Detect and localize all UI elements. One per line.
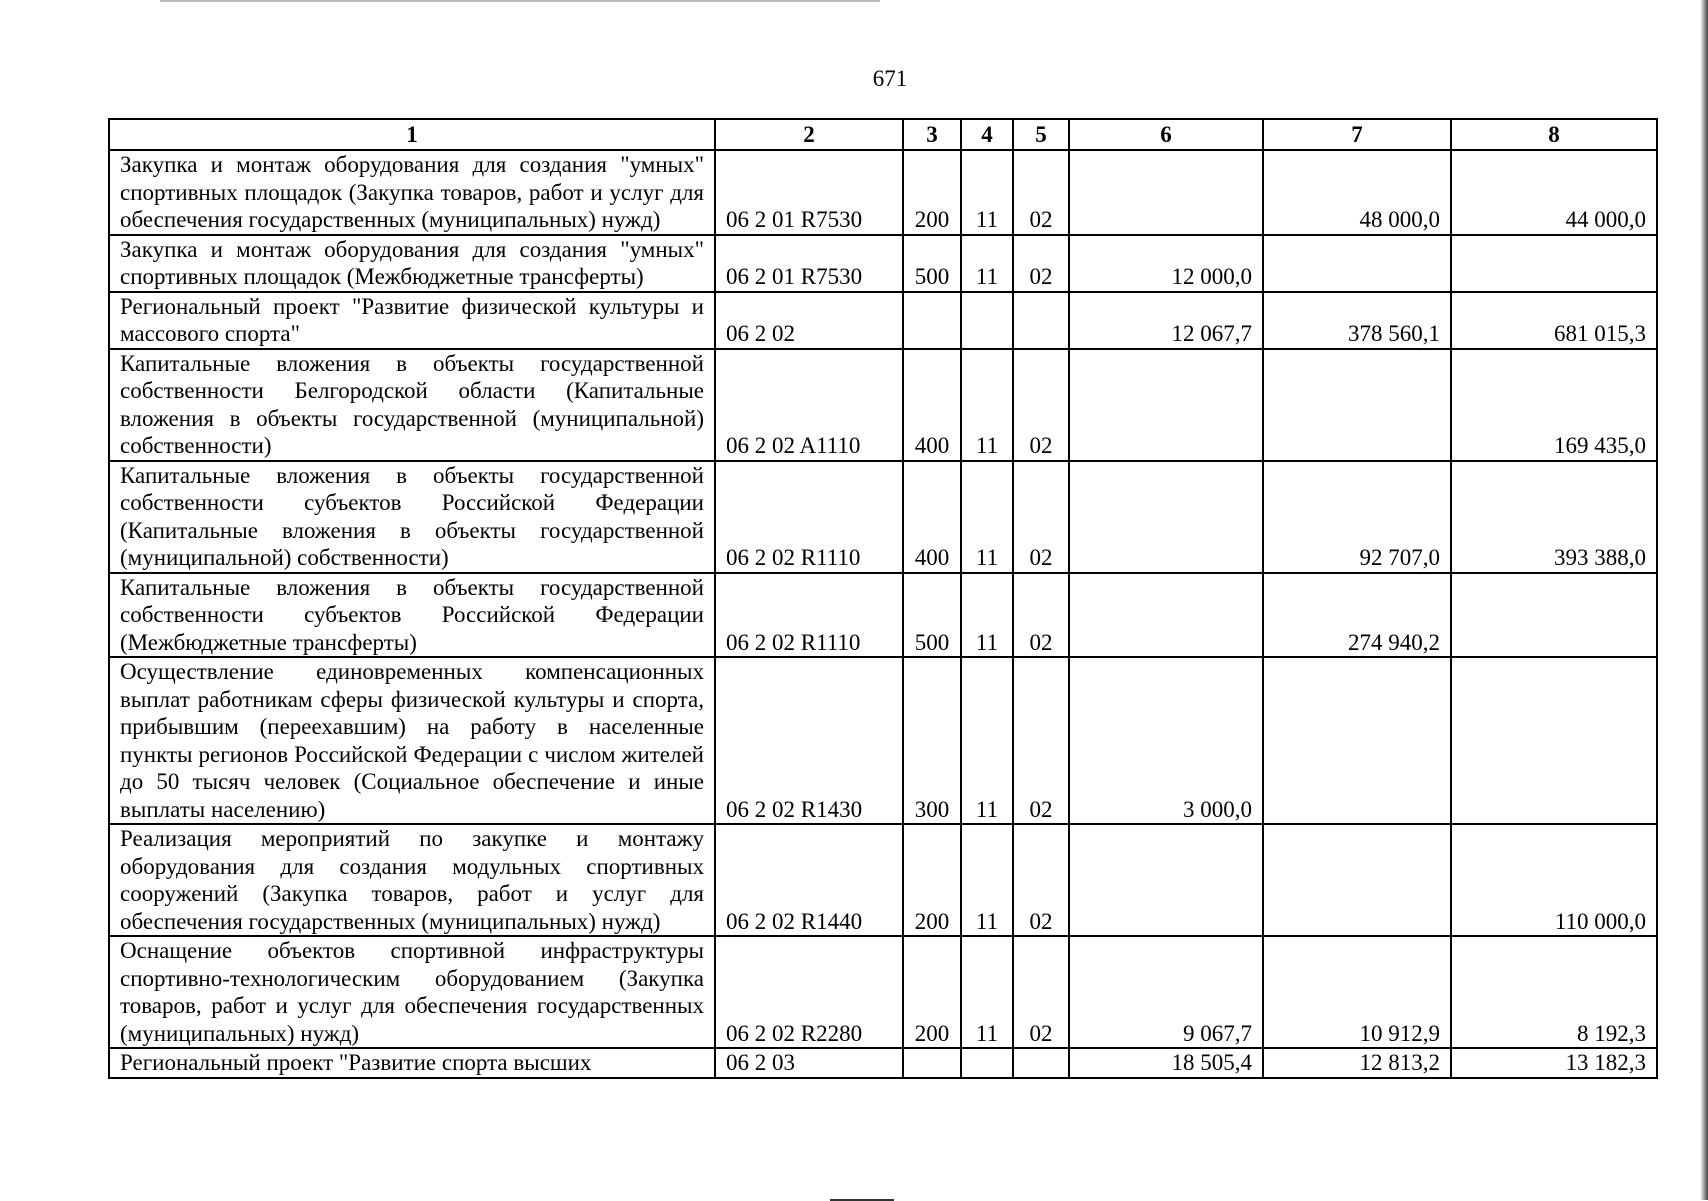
row-col8: 44 000,0 (1451, 150, 1657, 235)
row-col7: 274 940,2 (1263, 573, 1451, 658)
row-col8: 13 182,3 (1451, 1048, 1657, 1078)
row-code: 06 2 02 (715, 292, 903, 349)
row-col6: 3 000,0 (1069, 657, 1263, 824)
row-col7 (1263, 349, 1451, 461)
row-col5: 02 (1013, 235, 1069, 292)
row-col8 (1451, 235, 1657, 292)
row-col4: 11 (961, 657, 1013, 824)
row-code: 06 2 02 R1430 (715, 657, 903, 824)
row-code: 06 2 02 R1440 (715, 824, 903, 936)
row-col5: 02 (1013, 824, 1069, 936)
row-col6: 9 067,7 (1069, 936, 1263, 1048)
table-row (109, 824, 1657, 936)
table-row (109, 235, 1657, 292)
table-row (109, 150, 1657, 235)
row-col7: 10 912,9 (1263, 936, 1451, 1048)
col-header-6: 6 (1069, 119, 1263, 150)
row-col7: 92 707,0 (1263, 461, 1451, 573)
row-col4: 11 (961, 936, 1013, 1048)
row-col8: 393 388,0 (1451, 461, 1657, 573)
row-code: 06 2 01 R7530 (715, 150, 903, 235)
row-col4 (961, 292, 1013, 349)
row-col6 (1069, 461, 1263, 573)
row-col3 (903, 292, 961, 349)
row-col7: 48 000,0 (1263, 150, 1451, 235)
row-col3: 500 (903, 573, 961, 658)
row-col3: 200 (903, 150, 961, 235)
row-col6: 12 000,0 (1069, 235, 1263, 292)
scan-edge-line (160, 0, 880, 2)
row-col3: 400 (903, 461, 961, 573)
row-col4: 11 (961, 824, 1013, 936)
col-header-4: 4 (961, 119, 1013, 150)
row-code: 06 2 01 R7530 (715, 235, 903, 292)
row-col8: 110 000,0 (1451, 824, 1657, 936)
row-col3: 300 (903, 657, 961, 824)
row-col8: 169 435,0 (1451, 349, 1657, 461)
row-col5 (1013, 1048, 1069, 1078)
row-col6 (1069, 573, 1263, 658)
row-col3: 200 (903, 936, 961, 1048)
row-col7 (1263, 657, 1451, 824)
row-description: Осуществление единовременных компенсационных выплат работникам сферы физической культуры и спорта, прибывшим (переехавшим) на работу в населенные пункты регионов Российской Федерации с числом жителей до 50 тысяч человек (Социальное обеспечение и иные выплаты населению) (109, 657, 715, 824)
header-row (109, 119, 1657, 150)
row-col5: 02 (1013, 936, 1069, 1048)
row-col4: 11 (961, 235, 1013, 292)
row-col6 (1069, 349, 1263, 461)
row-col8 (1451, 573, 1657, 658)
table-row (109, 1048, 1657, 1078)
row-col4: 11 (961, 150, 1013, 235)
row-col3: 200 (903, 824, 961, 936)
col-header-3: 3 (903, 119, 961, 150)
table-row (109, 292, 1657, 349)
row-code: 06 2 03 (715, 1048, 903, 1078)
row-col4 (961, 1048, 1013, 1078)
row-code: 06 2 02 A1110 (715, 349, 903, 461)
row-code: 06 2 02 R2280 (715, 936, 903, 1048)
row-description: Капитальные вложения в объекты государственной собственности Белгородской области (Капитальные вложения в объекты государственной (муниципальной) собственности) (109, 349, 715, 461)
row-col6: 12 067,7 (1069, 292, 1263, 349)
row-description: Закупка и монтаж оборудования для создания "умных" спортивных площадок (Закупка товаров, работ и услуг для обеспечения государственных (муниципальных) нужд) (109, 150, 715, 235)
row-description: Реализация мероприятий по закупке и монтажу оборудования для создания модульных спортивных сооружений (Закупка товаров, работ и услуг для обеспечения государственных (муниципальных) нужд) (109, 824, 715, 936)
row-col5: 02 (1013, 150, 1069, 235)
row-description: Закупка и монтаж оборудования для создания "умных" спортивных площадок (Межбюджетные трансферты) (109, 235, 715, 292)
row-col3: 400 (903, 349, 961, 461)
table-row (109, 657, 1657, 824)
row-col6: 18 505,4 (1069, 1048, 1263, 1078)
row-col8: 681 015,3 (1451, 292, 1657, 349)
row-col3: 500 (903, 235, 961, 292)
page-number: 671 (872, 66, 908, 91)
col-header-5: 5 (1013, 119, 1069, 150)
row-code: 06 2 02 R1110 (715, 573, 903, 658)
row-description: Капитальные вложения в объекты государственной собственности субъектов Российской Федерации (Капитальные вложения в объекты государственной (муниципальной) собственности) (109, 461, 715, 573)
row-col7 (1263, 824, 1451, 936)
row-code: 06 2 02 R1110 (715, 461, 903, 573)
row-col4: 11 (961, 349, 1013, 461)
row-col7: 12 813,2 (1263, 1048, 1451, 1078)
row-description: Региональный проект "Развитие спорта высших (109, 1048, 715, 1078)
col-header-7: 7 (1263, 119, 1451, 150)
row-col8 (1451, 657, 1657, 824)
col-header-2: 2 (715, 119, 903, 150)
row-col5: 02 (1013, 461, 1069, 573)
col-header-8: 8 (1451, 119, 1657, 150)
table-row (109, 349, 1657, 461)
row-col4: 11 (961, 573, 1013, 658)
row-col5: 02 (1013, 349, 1069, 461)
row-col8: 8 192,3 (1451, 936, 1657, 1048)
row-description: Капитальные вложения в объекты государственной собственности субъектов Российской Федерации (Межбюджетные трансферты) (109, 573, 715, 658)
table-row (109, 461, 1657, 573)
scan-right-edge (1700, 0, 1708, 1200)
col-header-1: 1 (109, 119, 715, 150)
row-col5 (1013, 292, 1069, 349)
row-col7 (1263, 235, 1451, 292)
budget-table (108, 118, 1658, 1079)
table-row (109, 936, 1657, 1048)
row-col6 (1069, 150, 1263, 235)
table-row (109, 573, 1657, 658)
row-col4: 11 (961, 461, 1013, 573)
row-description: Оснащение объектов спортивной инфраструктуры спортивно-технологическим оборудованием (Закупка товаров, работ и услуг для обеспечения государственных (муниципальных) нужд) (109, 936, 715, 1048)
row-col7: 378 560,1 (1263, 292, 1451, 349)
row-col6 (1069, 824, 1263, 936)
row-description: Региональный проект "Развитие физической культуры и массового спорта" (109, 292, 715, 349)
row-col5: 02 (1013, 657, 1069, 824)
row-col5: 02 (1013, 573, 1069, 658)
row-col3 (903, 1048, 961, 1078)
